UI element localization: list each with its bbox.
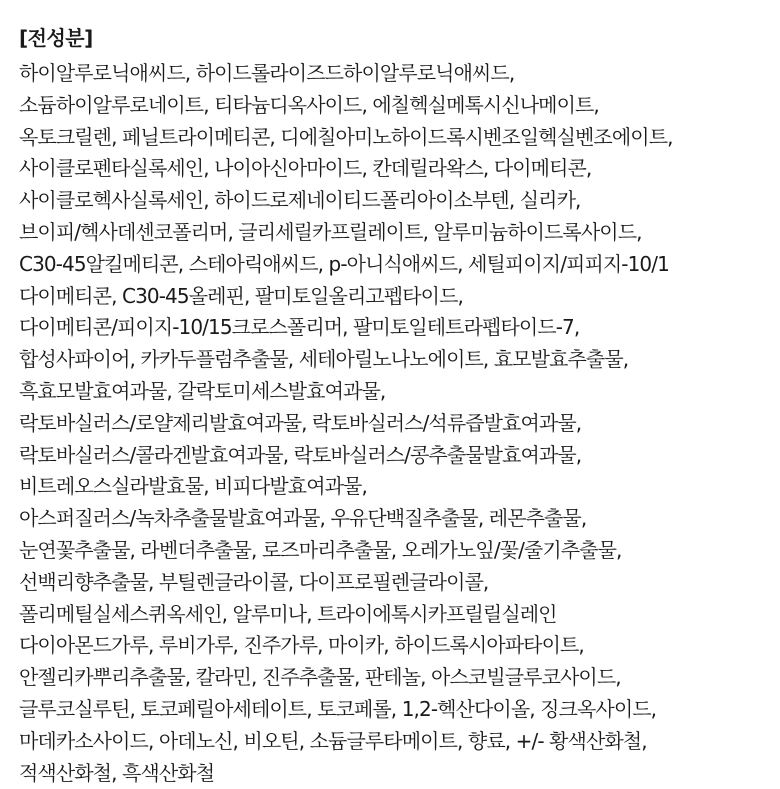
ingredient-line: C30-45알킬메티콘, 스테아릭애씨드, p-아니식애씨드, 세틸피이지/피피지-10/1 — [19, 251, 669, 276]
ingredient-line: 하이알루로닉애씨드, 하이드롤라이즈드하이알루로닉애씨드, — [19, 61, 515, 85]
ingredient-line: 브이피/헥사데센코폴리머, 글리세릴카프릴레이트, 알루미늄하이드록사이드, — [19, 219, 642, 244]
ingredient-line: 폴리메틸실세스퀴옥세인, 알루미나, 트라이에톡시카프릴릴실레인 — [19, 601, 557, 626]
section-title: [전성분] — [19, 26, 93, 50]
ingredient-line: 아스퍼질러스/녹차추출물발효여과물, 우유단백질추출물, 레몬추출물, — [19, 506, 587, 531]
ingredient-line: 락토바실러스/로얄제리발효여과물, 락토바실러스/석류즙발효여과물, — [19, 410, 582, 435]
ingredient-line: 다이메티콘/피이지-10/15크로스폴리머, 팔미토일테트라펩타이드-7, — [19, 315, 580, 340]
ingredient-line: 눈연꽃추출물, 라벤더추출물, 로즈마리추출물, 오레가노잎/꽃/줄기추출물, — [19, 537, 622, 562]
ingredient-line: 사이클로헥사실록세인, 하이드로제네이티드폴리아이소부텐, 실리카, — [19, 188, 581, 213]
ingredient-line: 적색산화철, 흑색산화철 — [19, 760, 215, 785]
ingredient-line: 마데카소사이드, 아데노신, 비오틴, 소듐글루타메이트, 향료, +/- 황색산화철, — [19, 728, 647, 753]
ingredient-line: 합성사파이어, 카카두플럼추출물, 세테아릴노나노에이트, 효모발효추출물, — [19, 347, 629, 372]
ingredient-line: 다이아몬드가루, 루비가루, 진주가루, 마이카, 하이드록시아파타이트, — [19, 633, 584, 658]
ingredient-line: 락토바실러스/콜라겐발효여과물, 락토바실러스/콩추출물발효여과물, — [19, 442, 582, 467]
ingredient-line: 안젤리카뿌리추출물, 칼라민, 진주추출물, 판테놀, 아스코빌글루코사이드, — [19, 665, 621, 690]
ingredient-line: 선백리향추출물, 부틸렌글라이콜, 다이프로필렌글라이콜, — [19, 569, 489, 594]
ingredient-line: 옥토크릴렌, 페닐트라이메티콘, 디에칠아미노하이드록시벤조일헥실벤조에이트, — [19, 124, 673, 149]
ingredient-line: 소듐하이알루로네이트, 티타늄디옥사이드, 에칠헥실메톡시신나메이트, — [19, 92, 599, 117]
ingredients-list — [19, 58, 762, 789]
ingredient-line: 사이클로펜타실록세인, 나이아신아마이드, 칸데릴라왁스, 다이메티콘, — [19, 156, 592, 181]
ingredient-line: 흑효모발효여과물, 갈락토미세스발효여과물, — [19, 378, 386, 403]
ingredient-line: 다이메티콘, C30-45올레핀, 팔미토일올리고펩타이드, — [19, 283, 463, 308]
ingredient-line: 비트레오스실라발효물, 비피다발효여과물, — [19, 474, 367, 499]
ingredient-line: 글루코실루틴, 토코페릴아세테이트, 토코페롤, 1,2-헥산다이올, 징크옥사이드, — [19, 696, 657, 721]
